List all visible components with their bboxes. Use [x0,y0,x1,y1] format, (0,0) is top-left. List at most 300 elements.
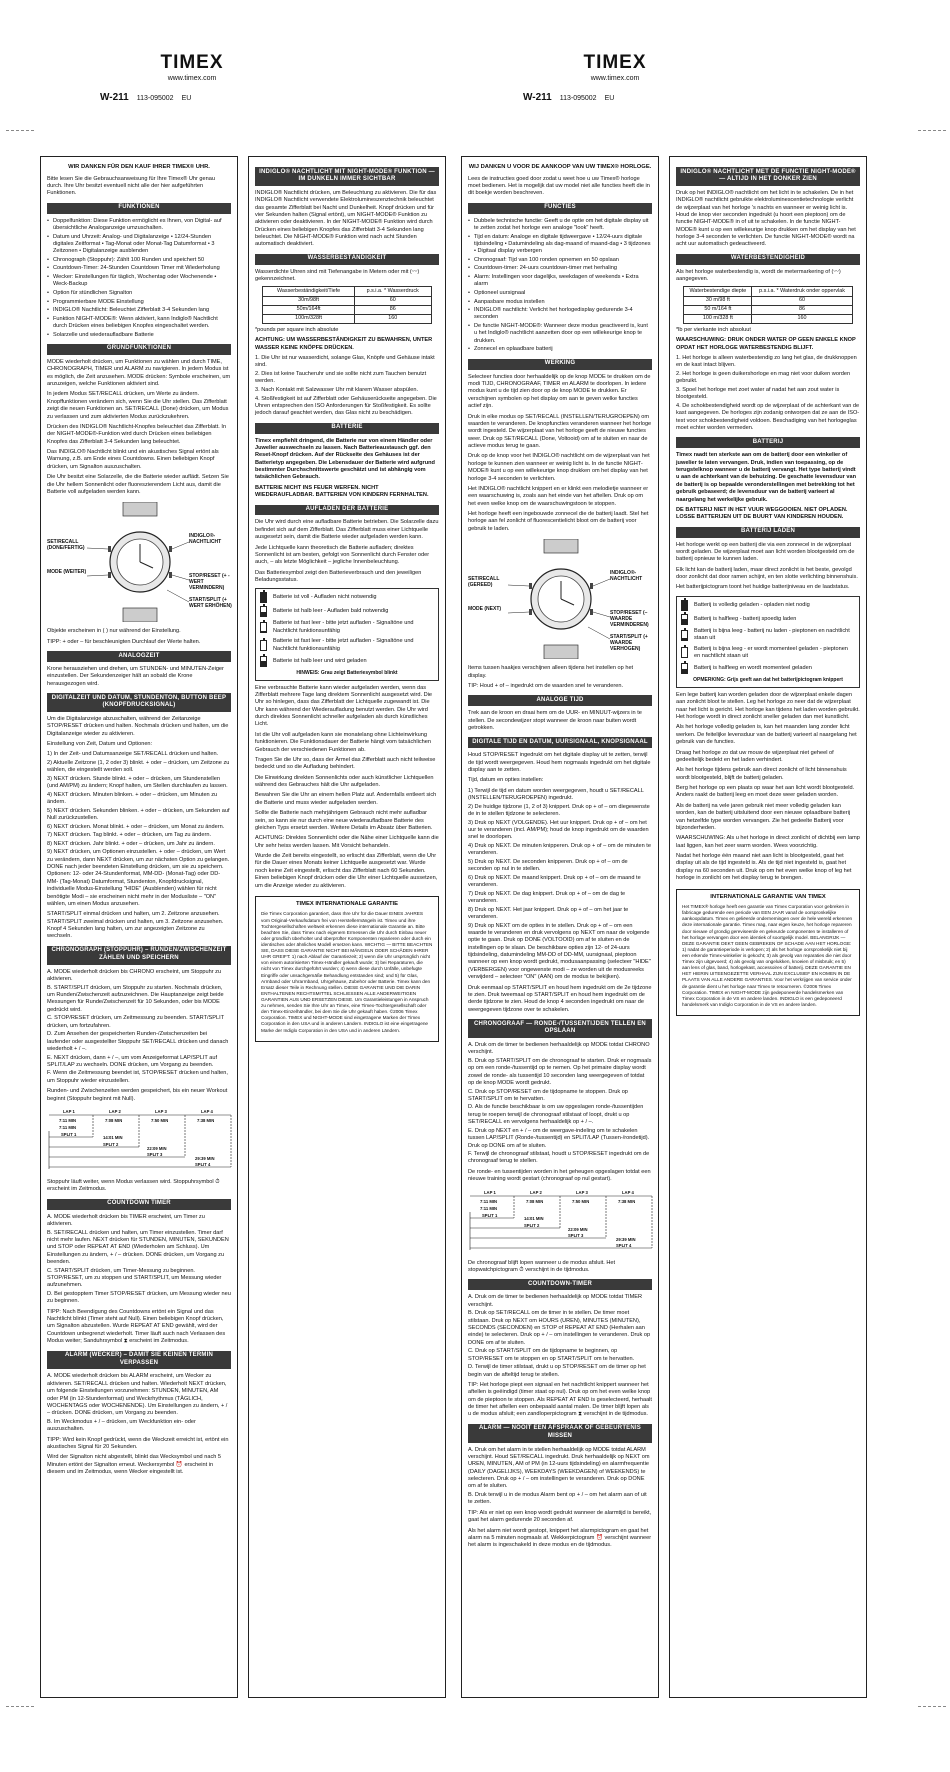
tip: TIP: Als er niet op een knop wordt gedrukt wanneer de alarmtijd is bereikt, gaat het alarm gedurende 20 seconden af. [468,1509,652,1524]
battery-icon [681,600,688,611]
battery-text: Batterie ist halb leer - Aufladen bald notwendig [273,608,389,615]
battery-charging-icon [681,663,688,674]
lap-time: 7:08 MIN [105,1117,123,1123]
table-cell: 60 [752,296,852,305]
list-item: 2. Dies ist keine Taucheruhr und sie sollte nicht zum Tauchen benutzt werden. [255,371,427,385]
paragraph: Drücken des INDIGLO® Nachtlicht-Knopfes beleuchtet das Zifferblatt. In der NIGHT-MODE®-Funktion wird durch Drücken eines beliebigen Knopfes das Zifferblatt 3-4 Sekunden lang beleuchtet. [47,423,227,445]
battery-text: Batterie ist fast leer - bitte jetzt aufladen - Signaltöne und Nachtlicht funktionsunfähig [273,620,414,634]
list-item: 3) NEXT drücken. Stunde blinkt. + oder – drücken, um Stundenstellen (und AM/PM) zu ändern; Knopf halten, um Stellen durchlaufen zu lassen. [47,775,228,790]
list-item: 3. Nach Kontakt mit Salzwasser Uhr mit klarem Wasser abspülen. [255,386,418,393]
brand-logo: TIMEX [160,52,224,73]
model-number: W-211 [100,92,129,103]
list-item: 2) Aktuelle Zeitzone (1, 2 oder 3) blinkt. + oder – drücken, um Zeitzone zu wählen, die eingestellt werden soll. [47,759,230,774]
paragraph: Timex empfiehlt dringend, die Batterie nur von einem Händler oder Juwelier auswechseln zu lassen. Nach Batterieaustausch ggf. den Reset-Knopf drücken. Auf der Rückseite des Gehäuses ist der Batterietyp angegeben. Die Lebensdauer der Batterie wird aufgrund bestimmter Durchschnittswerte geschätzt und ist abhängig vom tatsächlichen Gebrauch. [255,437,435,481]
lap-split-diagram [468,1190,652,1254]
section-heading: COUNTDOWN-TIMER [468,1279,652,1290]
list-item: • Funktion NIGHT-MODE®: Wenn aktiviert, kann Indiglo® Nachtlicht durch Drücken eines beliebigen Knopfes eingeschaltet werden. [47,316,231,331]
section-heading: BATTERIJ [676,437,860,448]
lap-time: 7:11 MIN [59,1124,76,1130]
table-header: p.s.i.a. * Waterdruk onder oppervlak [752,287,852,296]
paragraph: ACHTUNG: Direktes Sonnenlicht oder die Nähe einer Lichtquelle kann die Uhr sehr heiss werden lassen. Mit Vorsicht behandeln. [255,835,439,849]
paragraph: Nadat het horloge één maand niet aan licht is blootgesteld, gaat het display uit als de tijd ingesteld is. Als de tijd niet ingesteld is, gaat het display na 60 seconden uit. Druk op om het even welke knop of leg het horloge in zonlicht om het display terug te brengen. [676,853,852,882]
battery-charging-icon [260,656,267,667]
list-item: C. STOP/RESET drücken, um Zeitmessung zu beenden. START/SPLIT drücken, um fortzufahren. [47,1015,225,1029]
battery-icon [681,630,688,641]
lap-label: LAP 1 [63,1108,75,1114]
paragraph: Tragen Sie die Uhr so, dass der Ärmel das Zifferblatt auch nicht teilweise bedeckt und so die Aufladung behindert. [255,756,436,771]
battery-row [260,620,434,635]
list-item: • INDIGLO® Nachtlicht: Beleuchtet Zifferblatt 3-4 Sekunden lang [47,307,231,314]
stop-reset-label: STOP/RESET (+ - WERT VERMINDERN) [189,573,230,591]
paragraph: WAARSCHUWING: Als u het horloge in direct zonlicht of dichtbij een lamp laat liggen, kan het zeer warm worden. Wees voorzichtig. [676,835,860,849]
section-heading: FUNCTIES [468,203,652,214]
warning-text: DE BATTERIJ NIET IN HET VUUR WEGGOOIEN. NIET OPLADEN. LOSSE BATTERIJEN UIT DE BUURT VAN KINDEREN HOUDEN. [676,506,848,521]
list-item: • De functie NIGHT-MODE®: Wanneer deze modus geactiveerd is, kunt u het Indiglo® nachtlicht aanzetten door op een willekeurige knop te drukken. [468,323,652,345]
battery-icon [681,614,688,625]
lap-label: LAP 4 [622,1189,634,1195]
battery-row [260,638,434,653]
list-item: 1. Het horloge is alleen waterbestendig zo lang het glas, de drukknoppen en de kast intact blijven. [676,355,857,369]
list-item: 9) Druk op NEXT om de opties in te stellen. Druk op + of – om een waarde te veranderen en druk vervolgens op NEXT om naar de volgende optie te gaan. Druk op DONE (VOLTOOID) om af te sluiten en de instellingen op te slaan. De beschikbare opties zijn 12- of 24-uurs tijdsindeling, datumindeling MM-DD of DD-MM, uursignaal, pieptoon wanneer op een knop wordt gedrukt, modusaanpassing (selecteer "HIDE" (VERBERGEN) voor ongewenste modi – ze worden uit de modusreeks verwijderd – selecteer "ON" (AAN) om de modus te bekijken). [468,922,651,981]
battery-hint: OPMERKING: Grijs geeft aan dat het batterijpictogram knippert [693,677,843,684]
lap-time: 7:11 MIN [480,1205,497,1211]
battery-fill [682,601,687,610]
battery-fill [261,661,266,666]
battery-text: Batterij is bijna leeg - er wordt momenteel geladen - pieptonen en nachtlicht staan uit [694,645,848,659]
footnote: *pounds per square inch absolute [255,326,339,333]
paragraph: Druk in elke modus op SET/RECALL (INSTELLEN/TERUGROEPEN) om waarden te veranderen. De knopfuncties veranderen wanneer het horloge wordt ingesteld. De wijzerplaat van het horloge geeft de nieuwe functies weer. Druk op SET/RECALL (Done, Voltooid) om af te sluiten en naar de actieve modus terug te gaan. [468,413,652,450]
section-heading: CHRONOGRAAF — RONDE-/TUSSENTIJDEN TELLEN EN OPSLAAN [468,1019,652,1038]
lap-time: 7:11 MIN [480,1198,497,1204]
split-label: SPLIT 1 [61,1131,77,1137]
list-item: • Solarzelle und wiederaufladbare Batterie [47,332,231,339]
list-item: 1. Die Uhr ist nur wasserdicht, solange Glas, Knöpfe und Gehäuse intakt sind. [255,355,435,369]
list-item: 7) NEXT drücken. Tag blinkt. + oder – drücken, um Tag zu ändern. [47,832,212,839]
list-item: A. MODE wiederholt drücken bis ALARM erscheint, um Wecker zu aktivieren. SET/RECALL drücken und halten. Wiederholt NEXT drücken, um folgende Einstellungen vorzunehmen: STUNDEN, MINUTEN, AM oder PM (in 12-Stundenformat) und Weckrhythmus (TÄGLICH, WOCHENTAGS oder WOCHENENDE). Um Einstellungen zu ändern, + / – drücken. DONE drücken, um Vorgang zu beenden. [47,1373,228,1417]
battery-fill [261,593,266,602]
lap-time: 7:08 MIN [526,1198,544,1204]
list-item: 8) Druk op NEXT. Het jaar knippert. Druk op + of – om het jaar te veranderen. [468,906,629,921]
list-item: F. Wenn die Zeitmessung beendet ist, STOP/RESET drücken und halten, um Stoppuhr wieder einzustellen. [47,1070,228,1084]
section-heading: BATTERIJ LADEN [676,527,860,538]
watch-diagram [47,502,231,622]
paragraph: Draag het horloge zo dat uw mouw de wijzerplaat niet geheel of gedeeltelijk bedekt en het laden verhindert. [676,749,834,763]
trim-mark [6,130,34,131]
paragraph: Selecteer functies door herhaaldelijk op de knop MODE te drukken om de modi TIJD, CHRONOGRAAF, TIMER en ALARM te doorlopen. In iedere modus kunt u de tijd zien door op de knop MODE te drukken. Er verschijnen symbolen op het display om aan te geven welke functies actief zijn. [468,373,651,410]
table-cell: 100m/328ft [263,314,354,323]
column-dutch-1 [461,156,659,1698]
section-heading: INDIGLO® NACHTLICHT MIT NIGHT-MODE® FUNKTION — IM DUNKELN IMMER SICHTBAR [255,167,439,186]
list-item: • Tijd en datum: Analoge en digitale tijdweergave • 12/24-uurs digitale tijdsindeling • Datumindeling als dag-maand of maand-dag • 3 tijdzones • Digitaal display verbergen [468,234,652,256]
model-code: 113-095002 [559,95,597,102]
list-item: • Dubbele technische functie: Geeft u de optie om het digitale display uit te zetten zodat het horloge een analoge "look" heeft. [468,218,652,233]
set-recall-label: SET/RECALL (GEREED) [468,576,500,588]
intro-text: Bitte lesen Sie die Gebrauchsanweisung für Ihre Timex® Uhr genau durch. Ihre Uhr besitzt eventuell nicht alle der hier aufgeführten Funktionen. [47,175,215,197]
split-time: 29:39 MIN [616,1236,636,1242]
header-right [515,52,715,103]
paragraph: Sollte die Batterie nach mehrjährigem Gebrauch nicht mehr aufladbar sein, so kann sie nur durch eine neue wiederaufladbare Batterie des gleichen Typs ersetzt werden. Weitere Details im Absatz über Batterien. [255,810,433,831]
list-item: D. Als de functie beschikbaar is om uw opgeslagen ronde-/tussentijden terug te roepen terwijl de chronograaf stilstaat of loopt, drukt u op SET/RECALL en vervolgens herhaaldelijk op + / –. [468,1104,644,1126]
split-label: SPLIT 4 [195,1161,211,1167]
list-item: C. START/SPLIT drücken, um Timer-Messung zu beginnen. STOP/RESET, um zu stoppen und START/SPLIT, um Messung wieder aufzunehmen. [47,1267,222,1289]
list-item: 4. Stoßfestigkeit ist auf Zifferblatt oder Gehäuserückseite angegeben. Die Uhren entsprechen den ISO Anforderungen für Stoßfestigkeit. Es sollte jedoch darauf geachtet werden, das Glas nicht zu beschädigen. [255,395,437,417]
split-label: SPLIT 3 [147,1151,163,1157]
intro-text: Lees de instructies goed door zodat u weet hoe u uw Timex® horloge moet bedienen. Het is mogelijk dat uw model niet alle functies heeft die in dit boekje worden beschreven. [468,175,650,197]
list-item: 3. Spoel het horloge met zoet water af nadat het aan zout water is blootgesteld. [676,386,840,401]
table-cell: 160 [354,314,431,323]
start-split-label: START/SPLIT (+ WERT ERHÖHEN) [189,597,232,610]
lap-label: LAP 1 [484,1189,496,1195]
list-item: C. Druk op START/SPLIT om de tijdopname te beginnen, op STOP/RESET om te stoppen en op START/SPLIT om te hervatten. [468,1348,635,1362]
table-header: Waterbestendige diepte [684,287,752,296]
list-item: A. MODE wiederholt drücken bis CHRONO erscheint, um Stoppuhr zu aktivieren. [47,968,222,983]
paragraph: Wasserdichte Uhren sind mit Tiefenangabe in Metern oder mit (〰) gekennzeichnet. [255,268,420,283]
battery-text: Batterij is volledig geladen - opladen niet nodig [694,601,810,608]
list-item: • Option für stündlichen Signalton [47,290,231,297]
section-heading: WATERBESTENDIGHEID [676,254,860,265]
step-list [255,355,439,418]
table-row [263,296,431,305]
battery-fill [682,669,687,674]
paragraph: Houd STOP/RESET ingedrukt om het digitale display uit te zetten, terwijl de tijd wordt weergegeven. Houd hem nogmaals ingedrukt om het digitale display aan te zetten. [468,752,651,773]
feature-list [47,218,231,339]
paragraph: Um die Digitalanzeige abzuschalten, während der Zeitanzeige STOP/RESET drücken und halten. Nochmals drücken und halten, um die Digitalanzeige wieder zu aktivieren. [47,715,229,737]
section-heading: DIGITALE TIJD EN DATUM, UURSIGNAAL, KNOPSIGNAAL [468,737,652,748]
paragraph: Druk eenmaal op START/SPLIT en houd hem ingedrukt om de 2e tijdzone te zien. Druk tweemaal op START/SPLIT en houd hem ingedrukt om de derde tijdzone te zien. Houd de knop 4 seconden ingedrukt om naar de weergegeven tijdzone over te schakelen. [468,984,652,1013]
section-heading: GRUNDFUNKTIONEN [47,344,231,355]
paragraph: Als het horloge tijdens gebruik aan direct zonlicht of licht binnenshuis wordt blootgesteld, blijft de batterij geladen. [676,767,847,781]
tip: TIP: Het horloge piept een signaal en het nachtlicht knippert wanneer het aftellen is geëindigd (timer staat op nul). Druk op om het even welke knop om de pieptoon te stoppen. Als REPEAT AT END is geselecteerd, herhaalt de timer het aftellen een onbepaald aantal malen. De timer blijft lopen als u de modus afsluit; een zandloperpictogram ⧗ verschijnt in de tijdmodus. [468,1381,652,1418]
section-heading: COUNTDOWN TIMER [47,1199,231,1210]
list-item: • Datum und Uhrzeit: Analog- und Digitalanzeige • 12/24-Stunden digitales Zeitformat • Tag-Monat oder Monat-Tag Datumformat • 3 Zeitzonen • Digitalanzeige ausblenden [47,234,231,256]
split-label: SPLIT 2 [524,1222,540,1228]
step-list [468,1294,652,1379]
mode-label: MODE (WEITER) [47,569,87,576]
table-cell: 50 m/164 ft [684,305,752,314]
paragraph: Objekte erscheinen in ( ) nur während der Einstellung. [47,628,181,635]
list-item: • Doppelfunktion: Diese Funktion ermöglicht es Ihnen, von Digital- auf übersichtliche Analoganzeige umzuschalten. [47,218,231,233]
battery-icon [260,592,267,603]
list-item: F. Terwijl de chronograaf stilstaat, houdt u STOP/RESET ingedrukt om de chronograaf terug te stellen. [468,1151,650,1165]
list-item: B. Im Weckmodus + / – drücken, um Weckfunktion ein- oder auszuschalten. [47,1418,196,1433]
paragraph: Das INDIGLO® Nachtlicht blinkt und ein akustisches Signal ertönt als Warnung, z.B. am Ende eines Countdowns. Einen beliebigen Knopf drücken, um Signalton auszuschalten. [47,449,219,470]
trim-mark [6,1706,34,1707]
battery-icon [260,606,267,617]
paragraph: MODE wiederholt drücken, um Funktionen zu wählen und durch TIME, CHRONOGRAPH, TIMER und ALARM zu navigieren. In jedem Modus ist es möglich, die Zeit anzusehen. MODE drücken: Symbole erscheinen, um anzuzeigen, welche Funktionen aktiviert sind. [47,358,231,388]
paragraph: Wird der Signalton nicht abgestellt, blinkt das Wecksymbol und nach 5 Minuten ertönt der Signalton erneut. Weckersymbol ⏰ erscheint in diesem und im Zeitmodus, wenn Wecker eingestellt ist. [47,1454,222,1476]
list-item: • Programmierbare MODE Einstellung [47,299,231,306]
section-heading: DIGITALZEIT UND DATUM, STUNDENTON, BUTTON BEEP (KNOPFDRUCKSIGNAL) [47,693,231,712]
footnote: *lb per vierkante inch absoluut [676,326,751,333]
list-item: B. SET/RECALL drücken und halten, um Timer einzustellen. Timer darf nicht mehr laufen. NEXT drücken für STUNDEN, MINUTEN, SEKUNDEN und STOP oder REPEAT AT END (Wiederholen am Schluss). Um Einstellungen zu ändern, + / – drücken. DONE drücken, um Vorgang zu beenden. [47,1229,229,1266]
stop-reset-label: STOP/RESET (– WAARDE VERMINDEREN) [610,610,649,628]
list-item: B. Druk op START/SPLIT om de chronograaf te starten. Druk er nogmaals op om een ronde-/tussentijd op te nemen. Op het primaire display wordt zowel de ronde- als tussentijd 10 seconden lang weergegeven of totdat op de knop MODE wordt gedrukt. [468,1057,652,1086]
split-label: SPLIT 4 [616,1242,632,1248]
table-row [263,305,431,314]
warning-text: WAARSCHUWING: DRUK ONDER WATER OP GEEN ENKELE KNOP OPDAT HET HORLOGE WATERBESTENDIG BLIJFT. [676,337,856,351]
list-item: • Chronograph (Stoppuhr): Zählt 100 Runden und speichert 50 [47,257,231,264]
battery-fill [682,638,687,640]
trim-mark [918,130,946,131]
battery-row [681,628,855,643]
paragraph: Een lege batterij kan worden geladen door de wijzerplaat enkele dagen aan zonlicht bloot te stellen. Leg het horloge zo neer dat de wijzerplaat naar het licht is gericht. Het horloge kan tijdens het laden worden gebruikt. Het horloge wordt in direct zonlicht sneller geladen dan met kunstlicht. [676,691,860,721]
header-left [92,52,292,103]
paragraph: Krone herausziehen und drehen, um STUNDEN- und MINUTEN-Zeiger einzustellen. Der Sekundenzeiger hält an sobald die Krone herausgezogen wird. [47,665,224,687]
lap-time: 7:50 MIN [151,1117,169,1123]
mode-label: MODE (NEXT) [468,606,502,613]
list-item: B. START/SPLIT drücken, um Stoppuhr zu starten. Nochmals drücken, um Runden/Zwischenzeit aufzuzeichnen. Die Hauptanzeige zeigt beide Messungen für Runde/Zwischenzeit für 10 Sekunden, oder bis MODE gedrückt wird. [47,984,224,1013]
paragraph: START/SPLIT einmal drücken und halten, um 2. Zeitzone anzusehen. START/SPLIT zweimal drücken und halten, um 3. Zeitzone anzusehen. Knopf 4 Sekunden lang halten, um zur angezeigten Zeitzone zu wechseln. [47,911,224,940]
model-line [92,92,292,103]
battery-status-box [255,588,439,680]
paragraph: Als de batterij na vele jaren gebruik niet meer volledig geladen kan worden, kan de batterij uitsluitend door een nieuwe oplaadbare batterij van hetzelfde type worden vervangen. Zie het gedeelte Batterij voor bijzonderheden. [676,802,851,831]
lap-time: 7:38 MIN [197,1117,215,1123]
table-header: Wasserbeständigkeit/Tiefe [263,287,354,296]
paragraph: Wurde die Zeit bereits eingestellt, so erlischt das Zifferblatt, wenn die Uhr für die Dauer eines Monats keiner Lichtquelle ausgesetzt war. Wurde noch keine Zeit eingestellt, erlischt das Zifferblatt nach 60 Sekunden. Einen beliebigen Knopf drücken oder die Uhr einer Lichtquelle aussetzen, um die Anzeige wieder zu aktivieren. [255,853,438,889]
model-line [515,92,715,103]
table-row [684,314,852,323]
split-time: 22:09 MIN [568,1226,588,1232]
paragraph: Druk op de knop voor het INDIGLO® nachtlicht om de wijzerplaat van het horloge te kunnen zien wanneer er weinig licht is. In de functie NIGHT-MODE® kunt u op een willekeurige knop drukken om het display van het horloge 3-4 seconden te verlichten. [468,453,650,482]
paragraph: Das Batteriesymbol zeigt den Batterieverbrauch und den jeweiligen Beladungsstatus. [255,569,422,584]
brand-logo: TIMEX [583,52,647,73]
warranty-box [676,889,860,1016]
column-dutch-2 [669,156,867,1698]
battery-text: Batterie ist halb leer und wird geladen [273,657,367,664]
paragraph: Runden- und Zwischenzeiten werden gespeichert, bis ein neuer Workout beginnt (Stoppuhr beginnt mit Null). [47,1088,228,1102]
table-cell: 160 [752,314,852,323]
paragraph: Stoppuhr läuft weiter, wenn Modus verlassen wird. Stoppuhrsymbol ⏱ erscheint im Zeitmodus. [47,1178,220,1193]
paragraph: Items tussen haakjes verschijnen alleen tijdens het instellen op het display. [468,665,634,679]
list-item: 6) Druk op NEXT. De maand knippert. Druk op + of – om de maand te veranderen. [468,874,641,889]
list-item: A. Druk om het alarm in te stellen herhaaldelijk op MODE totdat ALARM verschijnt. Houd SET/RECALL ingedrukt. Druk herhaaldelijk op NEXT om UREN, MINUTEN, AM of PM (in 12-uurs tijdsindeling) en alarmfrequentie (DAILY (DAGELIJKS), WEEKDAYS (WEEKDAGEN) of WEEKENDS) te selecteren. Druk op + / – om instellingen te veranderen. Druk op DONE om af te sluiten. [468,1446,650,1490]
list-item: 5) NEXT drücken. Sekunden blinken. + oder – drücken, um Sekunden auf Null zurückzustellen. [47,807,230,822]
warranty-title: TIMEX INTERNATIONALE GARANTIE [296,900,398,907]
list-item: 3) Druk op NEXT (VOLGENDE). Het uur knippert. Druk op + of – om het uur te veranderen (incl. AM/PM); houd de knop ingedrukt om de waarden snel te doorlopen. [468,819,649,841]
start-split-label: START/SPLIT (+ WAARDE VERHOGEN) [610,634,648,652]
split-label: SPLIT 1 [482,1212,498,1218]
battery-row [681,600,855,611]
paragraph: Het horloge werkt op een batterij die via een zonnecel in de wijzerplaat wordt geladen. De wijzerplaat moet aan licht worden blootgesteld om de batterij opnieuw te kunnen laden. [676,541,855,563]
warning-text: ACHTUNG: UM WASSERBESTÄNDIGKEIT ZU BEWAHREN, UNTER WASSER KEINE KNÖPFE DRÜCKEN. [255,337,433,351]
paragraph: Als het alarm niet wordt gestopt, knippert het alarmpictogram en gaat het alarm na 5 minuten nogmaals af. Wekkerpictogram ⏰ verschijnt wanneer het alarm is ingeschakeld in deze modus en de tijdmodus. [468,1527,652,1549]
paragraph: Het batterijpictogram toont het huidige batterijniveau en de laadstatus. [676,584,850,591]
list-item: B. Druk terwijl u in de modus Alarm bent op + / – om het alarm aan of uit te zetten. [468,1492,647,1506]
paragraph: Het INDIGLO® nachtlicht knippert en er klinkt een melodietje wanneer er een waarschuwing is, zoals aan het einde van het aftellen. Druk op om het even welke knop om de waarschuwingstoon te stoppen. [468,485,649,507]
paragraph: Die Einwirkung direkten Sonnenlichts oder auch künstlicher Lichtquellen während des Gebrauches hält die Uhr aufgeladen. [255,774,434,789]
section-heading: ALARM (WECKER) – DAMIT SIE KEINEN TERMIN VERPASSEN [47,1351,231,1370]
list-item: 5) Druk op NEXT. De seconden knipperen. Druk op + of – om de seconden op nul in te stellen. [468,858,628,873]
battery-icon [260,622,267,633]
table-cell: 30 m/98 ft [684,296,752,305]
paragraph: Het horloge heeft een ingebouwde zonnecel die de batterij laadt. Stel het horloge aan fel zonlicht of fluorescentielicht bloot om de batterij voor gebruik te laden. [468,511,649,532]
table-cell: 100 m/328 ft [684,314,752,323]
paragraph: Die Uhr wird durch eine aufladbare Batterie betrieben. Die Solarzelle dazu befindet sich auf dem Zifferblatt. Das Zifferblatt muss einer Lichtquelle ausgesetzt sein, damit die Batterie wieder aufgeladen werden kann. [255,519,439,541]
step-list [468,1042,652,1166]
battery-row [260,656,434,667]
column-german-1 [40,156,238,1698]
list-item: 9) NEXT drücken, um Optionen einzustellen. + oder – drücken, um Wert zu verändern, dann NEXT drücken, um zur nächsten Option zu gelangen. DONE nach jeder beendeten Einstellung drücken, um sie zu speichern. Optionen: 12- oder 24-Stundenformat, MM-DD- (Monat-Tag) oder DD-MM- (Tag-Monat) Datumformat, Stundenton, Knopfdrucksignal, individuelle Modus-Einstellung "HIDE" (Ausblenden) wählen für nicht benötigte Modi – sie erscheinen nicht mehr in der Modusliste – "ON" wählen, um einen Modus anzusehen. [47,849,230,907]
list-item: • Chronograaf: Tijd van 100 ronden opnemen en 50 opslaan [468,257,652,264]
table-row [263,314,431,323]
list-item: • Zonnecel en oplaadbare batterij [468,346,652,353]
battery-row [681,663,855,674]
list-item: • Alarm: Instellingen voor dagelijks, weekdagen of weekends • Extra alarm [468,274,652,289]
paragraph: Jede Lichtquelle kann theoretisch die Batterie aufladen; direktes Sonnenlicht ist am besten, gefolgt von Sonnenlicht durch Fenster oder auch, – als letzte Möglichkeit – jegliche Innenbeleuchtung. [255,544,430,566]
brand-url: www.timex.com [590,75,640,82]
paragraph: De ronde- en tussentijden worden in het geheugen opgeslagen totdat een nieuwe training wordt gestart (chronograaf op nul gestart). [468,1168,651,1183]
paragraph: Elk licht kan de batterij laden, maar direct zonlicht is het beste, gevolgd door zonlicht dat door ramen schijnt, en ten slotte verlichting binnenshuis. [676,566,858,581]
trim-mark [918,1706,946,1707]
model-code: 113-095002 [136,95,174,102]
tip: TIPP: + oder – für beschleunigten Durchlauf der Werte halten. [47,638,201,645]
table-row [684,296,852,305]
list-item: E. NEXT drücken, dann + / –, um vom Anzeigeformat LAP/SPLIT auf SPLIT/LAP zu wechseln. DONE drücken, um Vorgang zu beenden. [47,1054,218,1068]
step-list [676,355,860,432]
list-item: A. Druk om de timer te bedienen herhaaldelijk op MODE totdat CHRONO verschijnt. [468,1041,650,1056]
list-item: 1) Terwijl de tijd en datum worden weergegeven, houdt u SET/RECALL (INSTELLEN/TERUGROEPEN) ingedrukt. [468,787,644,802]
list-item: • Aanpasbare modus instellen [468,299,652,306]
list-item: A. Druk om de timer te bedienen herhaaldelijk op MODE totdat TIMER verschijnt. [468,1294,643,1308]
step-list [47,969,231,1086]
list-item: 4. De schokbestendigheid wordt op de wijzerplaat of de achterkant van de kast aangegeven. De horloges zijn zodanig ontworpen dat ze aan de ISO-test voor schokbestendigheid voldoen. Beschadiging van het horlogeglas moet echter worden vermeden. [676,402,860,432]
region: EU [181,95,192,102]
watch-diagram [468,539,652,659]
section-heading: ANALOGE TIJD [468,695,652,706]
brand-url: www.timex.com [167,75,217,82]
water-resistance-table [262,286,431,324]
battery-row [681,646,855,661]
indiglo-label: INDIGLO®-NACHTLICHT [189,533,222,546]
paragraph: Druk op het INDIGLO® nachtlicht om het licht in te schakelen. De in het INDIGLO® nachtlicht gebruikte elektroluminescentietechnologie verlicht de wijzerplaat van het horloge 's nachts en wanneer er weinig licht is. Houd de knop vier seconden ingedrukt (u hoort een pieptoon) om de functie NIGHT-MODE® in of uit te schakelen. In de functie NIGHT-MODE® kunt u op een willekeurige knop drukken om het display van het horloge 3-4 seconden te verlichten. De functie NIGHT-MODE® wordt na acht uur automatisch gedeactiveerd. [676,189,856,248]
split-label: SPLIT 3 [568,1232,584,1238]
paragraph: Ist die Uhr voll aufgeladen kann sie monatelang ohne Lichteinwirkung funktionieren. Die Funktionsdauer der Batterie hängt vom tatsächlichen Gebrauch der verschiedenen Funktionen ab. [255,731,431,753]
lap-label: LAP 2 [530,1189,542,1195]
set-recall-label: SET/RECALL (DONE/FERTIG) [47,539,85,552]
list-item: D. Zum Ansehen der gespeicherten Runden-/Zwischenzeiten bei laufender oder ausgestellter Stoppuhr SET/RECALL drücken und danach wiederholt + / –. [47,1031,229,1052]
list-item: 2. Het horloge is geen duikershorloge en mag niet voor duiken worden gebruikt. [676,371,851,385]
paragraph: INDIGLO® Nachtlicht drücken, um Beleuchtung zu aktivieren. Die für das INDIGLO® Nachtlicht verwendete Elektrolumineszenztechnik beleuchtet das gesamte Zifferblatt bei Nacht und Dunkelheit. Knopf drücken und für vier Sekunden halten (Signal ertönt), um NIGHT-MODE® Funktion zu aktivieren oder deaktivieren. In der NIGHT-MODE® Funktion wird durch Drücken eines beliebigen Knopfes das Zifferblatt 3-4 Sekunden lang beleuchtet. Die NIGHT-MODE® Funktion wird nach acht Stunden automatisch deaktiviert. [255,189,437,248]
battery-row [260,606,434,617]
lap-time: 7:50 MIN [572,1198,590,1204]
battery-fill [682,619,687,624]
tip: TIPP: Wird kein Knopf gedrückt, wenn die Weckzeit erreicht ist, ertönt ein akustisches Signal für 20 Sekunden. [47,1436,229,1450]
list-item: 2) De huidige tijdzone (1, 2 of 3) knippert. Druk op + of – om diegewenste de in te stellen tijdzone te selecteren. [468,803,650,818]
list-item: 4) Druk op NEXT. De minuten knipperen. Druk op + of – om de minuten te veranderen. [468,842,651,857]
table-cell: 30m/98ft [263,296,354,305]
feature-list [468,218,652,354]
thanks-heading: WIJ DANKEN U VOOR DE AANKOOP VAN UW TIMEX® HORLOGE. [468,164,652,170]
battery-row [681,614,855,625]
section-heading: WASSERBESTÄNDIGKEIT [255,254,439,265]
battery-text: Batterij is halfleeg en wordt momenteel geladen [694,665,812,672]
table-cell: 60 [354,296,431,305]
section-heading: WERKING [468,359,652,370]
list-item: • Countdown-timer: 24-uurs countdown-timer met herhaling [468,265,652,272]
split-time: 14:01 MIN [103,1134,123,1140]
step-list [468,1447,652,1507]
paragraph: Berg het horloge op een plaats op waar het aan licht wordt blootgesteld. Anders raakt de batterij leeg en moet deze weer geladen worden. [676,785,855,799]
split-time: 22:09 MIN [147,1145,167,1151]
list-item: B. Druk op SET/RECALL om de timer in te stellen. De timer moet stilstaan. Druk op NEXT om HOURS (UREN), MINUTES (MINUTEN), SECONDS (SECONDEN) en STOP of REPEAT AT END (Herhalen aan einde) te selecteren. Druk op + / – om instellingen te veranderen. Druk op DONE om af te sluiten. [468,1310,651,1346]
warranty-text: Het TIMEX® horloge heeft een garantie van Timex Corporation voor gebreken in fabricage gedurende een periode van EEN JAAR vanaf de oorspronkelijke aankoopdatum. Timex en geliëerde ondernemingen over de hele wereld erkennen deze internationale garantie. Timex mag, naar eigen keuze, het horloge repareren door nieuwe of grondig gereviseerde en gekeurde componenten te installeren of het horloge vervangen door een identiek of soortgelijk model. BELANGRIJK — DEZE GARANTIE DEKT GEEN GEBREKEN OF SCHADE AAN HET HORLOGE: 1) nadat de garantieperiode is verlopen; 2) als het horloge oorspronkelijk niet bij een erkende Timex-winkelier is gekocht; 3) als gevolg van reparaties die niet door Timex zijn uitgevoerd; 4) als gevolg van ongelukken, knoeien of misbruik; en 5) aan lens of glas, band, horlogekast, accessoires of batterij. DEZE GARANTIE EN HET HIERIN UITEENGEZETTE VERHAAL ZIJN EXCLUSIEF EN KOMEN IN DE PLAATS VAN ALLE ANDERE GARANTIES. Voor het verkrijgen van service onder de garantie dient u het horloge naar Timex te retourneren. ©2006 Timex Corporation. TIMEX en NIGHT-MODE zijn gedeponeerde handelsmerken van Timex Corporation in de VS en andere landen. INDIGLO is een gedeponeerd handelsmerk van Indiglo Corporation in de VS en andere landen. [682,904,853,1007]
section-heading: ALARM — NOOIT EEN AFSPRAAK OF GEBEURTENIS MISSEN [468,1424,652,1443]
battery-hint: HINWEIS: Grau zeigt Batteriesymbol blinkt [296,669,398,676]
list-item: 4) NEXT drücken. Minuten blinken. + oder – drücken, um Minuten zu ändern. [47,791,218,806]
list-item: • Countdown-Timer: 24-Stunden Countdown Timer mit Wiederholung [47,265,231,272]
lap-label: LAP 3 [576,1189,588,1195]
lap-label: LAP 3 [155,1108,167,1114]
model-number: W-211 [523,92,552,103]
warranty-title: INTERNATIONALE GARANTIE VAN TIMEX [710,893,826,900]
list-item: • INDIGLO® nachtlicht: Verlicht het horlogedisplay gedurende 3-4 seconden [468,307,652,322]
tip: TIP: Houd + of – ingedrukt om de waarden snel te veranderen. [468,682,624,689]
battery-fill [261,612,266,617]
list-item: 6) NEXT drücken. Monat blinkt. + oder – drücken, um Monat zu ändern. [47,823,225,830]
paragraph: Bewahren Sie die Uhr an einem hellen Platz auf. Andernfalls entleert sich die Batterie und muss wieder aufgeladen werden. [255,792,437,806]
list-item: 7) Druk op NEXT. De dag knippert. Druk op + of – om de dag te veranderen. [468,890,626,905]
list-item: D. Terwijl de timer stilstaat, drukt u op STOP/RESET om de timer op het begin van de afteltijd terug te stellen. [468,1364,646,1378]
warranty-box [255,896,439,1042]
battery-status-box [676,596,860,688]
list-item: C. Druk op STOP/RESET om de tijdopname te stoppen. Druk op START/SPLIT om te hervatten. [468,1088,628,1102]
list-item: • Wecker: Einstellungen für täglich, Wochentag oder Wochenende • Weck-Backup [47,274,231,289]
split-time: 29:39 MIN [195,1155,215,1161]
section-heading: CHRONOGRAPH (STOPPUHR) – RUNDEN/ZWISCHENZEIT ZÄHLEN UND SPEICHERN [47,946,231,965]
section-heading: FUNKTIONEN [47,203,231,214]
list-item: D. Bei gestopptem Timer STOP/RESET drücken, um Messung wieder neu zu beginnen. [47,1290,231,1305]
paragraph: Einstellung von Zeit, Datum und Optionen: [47,740,153,747]
step-list [468,788,652,982]
paragraph: In jedem Modus SET/RECALL drücken, um Werte zu ändern. Knopffunktionen verändern sich, wenn Sie die Uhr stellen. Das Zifferblatt zeigt die neuen Funktionen an. SET/RECALL (Done) drücken, um Modus zu verlassen und zum aktivierten Modus zurückzukehren. [47,391,229,420]
lap-split-diagram [47,1109,231,1173]
battery-row [260,592,434,603]
paragraph: Als het horloge waterbestendig is, wordt de metermarkering of (〰) aangegeven. [676,268,841,283]
section-heading: BATTERIE [255,423,439,434]
thanks-heading: WIR DANKEN FÜR DEN KAUF IHRER TIMEX® UHR. [68,164,210,170]
section-heading: INDIGLO® NACHTLICHT MET DE FUNCTIE NIGHT-MODE® — ALTIJD IN HET DONKER ZIEN [676,167,860,186]
step-list [47,1214,231,1306]
step-list [47,1373,231,1433]
list-item: 8) NEXT drücken. Jahr blinkt. + oder – drücken, um Jahr zu ändern. [47,840,215,847]
battery-text: Batterij is bijna leeg - batterij nu laden - pieptonen en nachtlicht staan uit [694,627,850,642]
warranty-text: Die Timex Corporation garantiert, dass Ihre Uhr für die Dauer EINES JAHRES vom Original-Verkaufsdatum frei von Herstellermängeln ist. Timex und ihre Tochtergesellschaften weltweit erkennen diese internationale Garantie an. Bitte beachten Sie, dass Timex nach eigenem Ermessen die Uhr durch Einbau neuer oder gründlich überholter und überprüfter Komponenten reparieren oder durch ein identisches oder ähnliches Modell ersetzen kann. WICHTIG — BITTE BEACHTEN SIE, DASS DIESE GARANTIE NICHT BEI MÄNGELN ODER SCHÄDEN IHRER UHR GREIFT: 1) nach Ablauf der Garantiezeit; 2) wenn die Uhr ursprünglich nicht von einem autorisierten Timex-Händler gekauft wurde; 3) bei Reparaturen, die nicht von Timex durchgeführt wurden; 4) wenn diese durch Unfälle, unbefugte Eingriffe oder unsachgemäße Behandlung entstanden sind; und 5) für Glas, Armband oder Uhrarmband, Uhrgehäuse, Zubehör oder Batterie. Timex kann den Ersatz dieser Teile in Rechnung stellen. DIESE GARANTIE UND DIE DARIN ENTHALTENEN RECHTSMITTEL SCHLIESSEN ALLE ANDERWEITIGEN GARANTIEN AUS UND ERSETZEN DIESE. Um Garantieleistungen in Anspruch zu nehmen, senden Sie Ihre Uhr an Timex, eine Timex-Tochtergesellschaft oder den Timex-Einzelhändler, bei dem Sie die Uhr gekauft haben. ©2006 Timex Corporation. TIMEX und NIGHT-MODE sind eingetragene Marken der Timex Corporation in den USA und in anderen Ländern. INDIGLO ist eine eingetragene Marke der Indiglo Corporation in den USA und in anderen Ländern. [261,911,433,1033]
list-item: E. Druk op NEXT en + / – om de weergave-indeling om te schakelen tussen LAP/SPLIT (Ronde-/tussentijd) en SPLIT/LAP (Tussen-/rondetijd). Druk op DONE om af te sluiten. [468,1127,650,1149]
lap-label: LAP 2 [109,1108,121,1114]
battery-icon [681,647,688,658]
warning-text: BATTERIE NICHT INS FEUER WERFEN. NICHT WIEDERAUFLADBAR. BATTERIEN VON KINDERN FERNHALTEN. [255,484,429,499]
tip: TIPP: Nach Beendigung des Countdowns ertönt ein Signal und das Nachtlicht blinkt (Timer steht auf Null). Einen beliebigen Knopf drücken, um Signalton abzustellen. Wurde REPEAT AT END gewählt, wird der Countdown unbegrenzt wiederholt. Timer läuft auch nach Verlassen des Modus weiter; Sanduhrsymbol ⧗ erscheint im Zeitmodus. [47,1308,226,1345]
battery-fill [261,631,266,633]
split-label: SPLIT 2 [103,1141,119,1147]
table-cell: 86 [354,305,431,314]
column-german-2 [248,156,446,1698]
paragraph: De chronograaf blijft lopen wanneer u de modus afsluit. Het stopwatchpictogram ⏱ verschijnt in de tijdmodus. [468,1259,616,1273]
lap-label: LAP 4 [201,1108,213,1114]
water-resistance-table [683,286,852,324]
indiglo-label: INDIGLO®-NACHTLICHT [610,570,643,582]
table-cell: 86 [752,305,852,314]
section-heading: ANALOGZEIT [47,651,231,662]
list-item: A. MODE wiederholt drücken bis TIMER erscheint, um Timer zu aktivieren. [47,1213,205,1228]
table-cell: 50m/164ft [263,305,354,314]
table-row [684,305,852,314]
battery-icon [260,640,267,651]
paragraph: Trek aan de kroon en draai hem om de UUR- en MINUUT-wijzers in te stellen. De secondewijzer stopt wanneer de kroon naar buiten wordt getrokken. [468,710,642,731]
paragraph: Timex raadt ten sterkste aan om de batterij door een winkelier of juwelier te laten vervangen. Druk, indien van toepassing, op de terugstelknop wanneer u de batterij vervangt. Het type batterij vindt u aan de achterkant van de behuizing. De geschatte levensduur van de batterij is op bepaalde veronderstellingen met betrekking tot het gebruik gebaseerd; de levensduur van de batterij varieert al naargelang het werkelijke gebruik. [676,452,856,503]
paragraph: Als het horloge volledig geladen is, kan het maanden lang zonder licht werken. De feitelijke levensduur van de batterij varieert al naargelang het gebruik van de functies. [676,724,857,746]
battery-text: Batterij is halfleeg - batterij spoedig laden [694,615,797,622]
